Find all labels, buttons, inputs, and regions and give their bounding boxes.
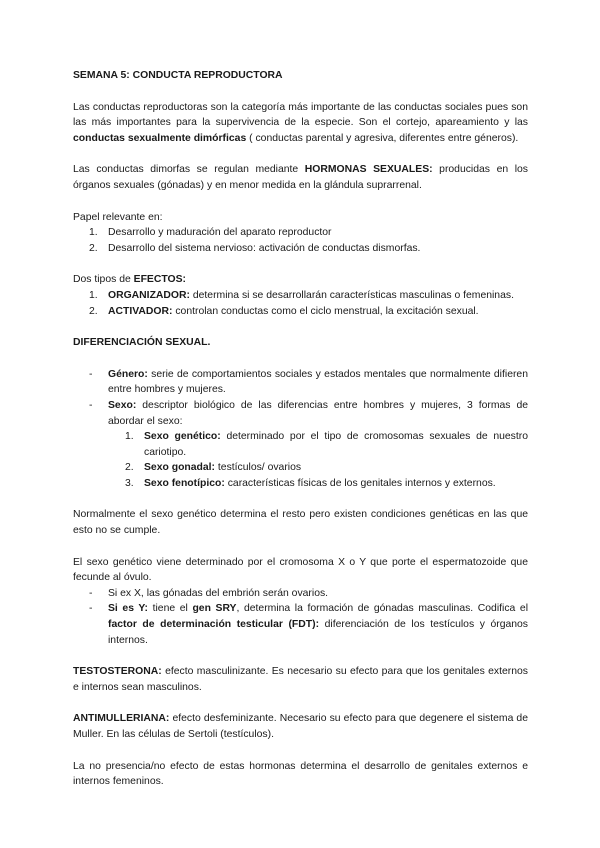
role-heading: Papel relevante en: (73, 211, 163, 223)
hormones-paragraph (73, 162, 528, 193)
list-text: serie de comportamientos sociales y estados mentales que normalmente difieren entre hombres y mujeres. (108, 368, 528, 396)
list-text: , determina la formación de gónadas masculinas. Codifica el (236, 603, 529, 615)
list-number: 3. (125, 477, 134, 489)
list-dash: - (89, 587, 93, 599)
list-item (73, 476, 528, 492)
list-text: determinado por el tipo de cromosomas sexuales de nuestro cariotipo. (144, 431, 528, 458)
list-item (73, 601, 528, 648)
list-text: Desarrollo y maduración del aparato reproductor (108, 227, 332, 239)
list-item (73, 304, 528, 320)
list-text: Si ex X, las gónadas del embrión serán ovarios. (108, 587, 329, 599)
list-item (73, 586, 528, 602)
hormones-text-b: producidas en los órganos sexuales (gónadas) y en menor medida en la glándula suprarrenal. (73, 164, 528, 191)
antimulleriana-text: efecto desfeminizante. Necesario su efecto para que degenere el sistema de Muller. En las células de Sertoli (testículos). (73, 713, 528, 740)
normally-paragraph: Normalmente el sexo genético determina el resto pero existen condiciones genéticas en las que esto no se cumple. (73, 509, 528, 537)
list-bold: ORGANIZADOR: (108, 289, 190, 301)
effects-list (73, 288, 528, 319)
absence-paragraph: La no presencia/no efecto de estas hormonas determina el desarrollo de genitales externos e internos femeninos. (73, 760, 528, 788)
list-bold: gen SRY (192, 603, 237, 615)
list-text: tiene el (148, 603, 193, 615)
intro-bold: conductas sexualmente dimórficas (73, 132, 247, 144)
genetic-paragraph: El sexo genético viene determinado por el cromosoma X o Y que porte el espermatozoide que fecunde al óvulo. (73, 556, 528, 584)
list-bold: Sexo: (108, 399, 137, 411)
diff-heading: DIFERENCIACIÓN SEXUAL. (73, 337, 211, 349)
list-item (73, 241, 528, 257)
list-bold: ACTIVADOR: (108, 305, 173, 317)
intro-text-a: Las conductas reproductoras son la categoría más importante de las conductas sociales pues son las más importantes para la supervivencia de la especie. Son el cortejo, apareamiento y las (73, 101, 528, 129)
testosterone-text: efecto masculinizante. Es necesario su efecto para que los genitales externos e internos sean masculinos. (73, 666, 528, 693)
genetic-list (73, 586, 528, 648)
list-bold: Sexo gonadal: (144, 462, 216, 474)
effects-heading-text: Dos tipos de (73, 274, 134, 286)
list-text: diferenciación de los testículos y órganos internos. (108, 619, 528, 646)
hormones-text-a: Las conductas dimorfas se regulan mediante (73, 164, 305, 176)
list-bold: Si es Y: (108, 603, 149, 615)
list-number: 2. (89, 305, 98, 317)
list-number: 1. (125, 431, 134, 443)
list-bold: Sexo fenotípico: (144, 477, 225, 489)
sex-forms-list (73, 429, 528, 491)
testosterone-bold: TESTOSTERONA: (73, 666, 162, 678)
list-item (73, 460, 528, 476)
list-number: 1. (89, 227, 98, 239)
page-title: SEMANA 5: CONDUCTA REPRODUCTORA (73, 70, 283, 81)
list-text: testículos/ ovarios (215, 462, 302, 474)
intro-text-b: ( conductas parental y agresiva, diferentes entre géneros). (246, 132, 519, 144)
list-text: Desarrollo del sistema nervioso: activación de conductas dismorfas. (108, 242, 421, 254)
list-text: controlan conductas como el ciclo menstrual, la excitación sexual. (172, 305, 479, 317)
sub-list-wrapper (73, 429, 528, 491)
list-item (73, 367, 528, 398)
list-item (73, 288, 528, 304)
list-item (73, 429, 528, 460)
list-number: 1. (89, 289, 98, 301)
antimulleriana-paragraph (73, 711, 528, 742)
list-text: características físicas de los genitales internos y externos. (224, 477, 496, 489)
list-text: descriptor biológico de las diferencias entre hombres y mujeres, 3 formas de abordar el sexo: (108, 399, 528, 427)
hormones-bold: HORMONAS SEXUALES: (304, 164, 433, 176)
antimulleriana-bold: ANTIMULLERIANA: (73, 713, 170, 725)
list-dash: - (89, 368, 93, 380)
intro-paragraph (73, 100, 528, 147)
list-number: 2. (89, 242, 98, 254)
list-dash: - (89, 399, 93, 411)
list-dash: - (89, 603, 93, 615)
role-list (73, 225, 528, 256)
document-page (73, 68, 528, 790)
testosterone-paragraph (73, 664, 528, 695)
effects-heading (73, 272, 528, 288)
list-text: determina si se desarrollarán características masculinas o femeninas. (189, 289, 514, 301)
list-bold: factor de determinación testicular (FDT): (108, 619, 320, 631)
diff-list (73, 367, 528, 492)
list-bold: Género: (108, 368, 148, 380)
effects-heading-bold: EFECTOS: (133, 274, 186, 286)
list-item (73, 398, 528, 429)
list-number: 2. (125, 462, 134, 474)
list-bold: Sexo genético: (144, 431, 221, 443)
list-item (73, 225, 528, 241)
